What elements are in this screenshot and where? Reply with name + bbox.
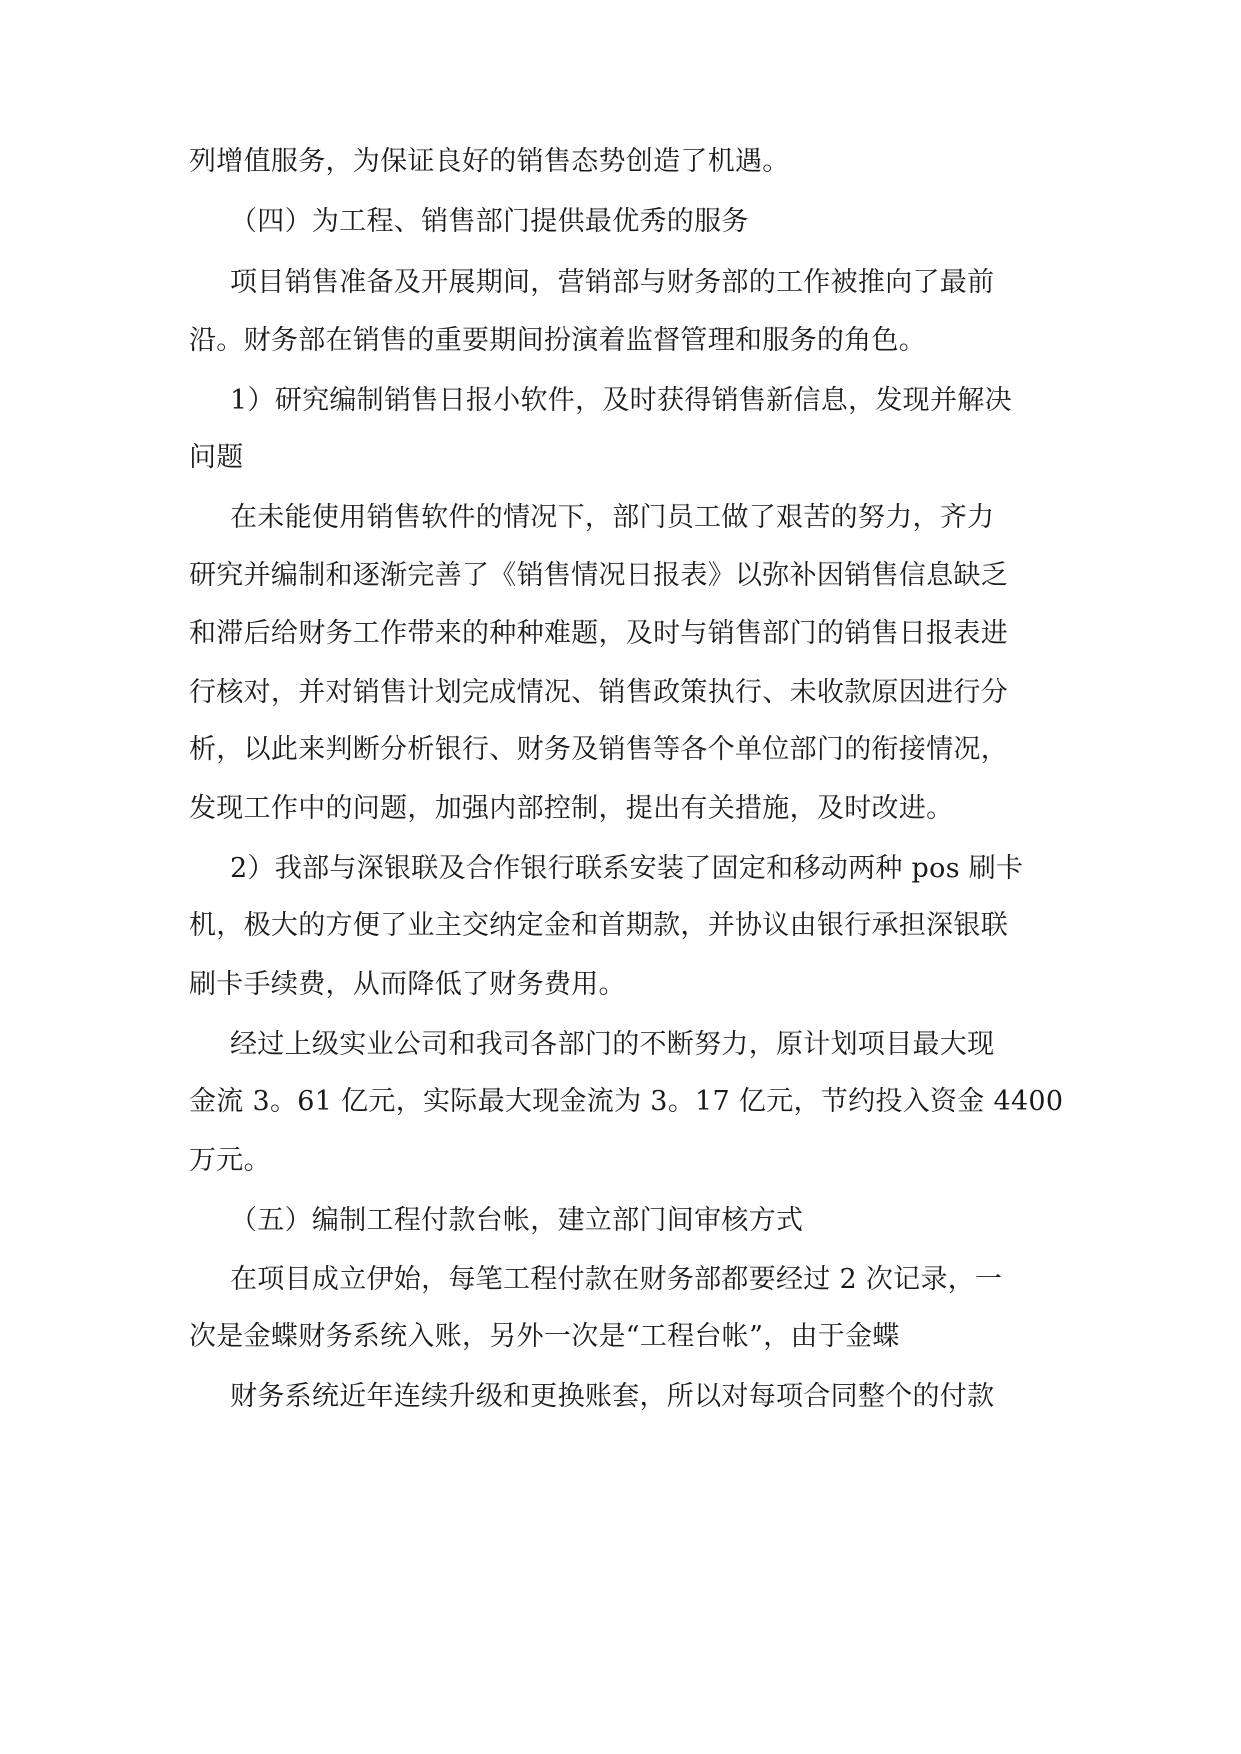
paragraph-line: 在未能使用销售软件的情况下，部门员工做了艰苦的努力，齐力 (230, 502, 995, 533)
paragraph-line: 研究并编制和逐渐完善了《销售情况日报表》以弥补因销售信息缺乏 (189, 560, 1008, 591)
paragraph-line: 金流 3。61 亿元，实际最大现金流为 3。17 亿元，节约投入资金 4400 (189, 1086, 1064, 1117)
paragraph-line: 在项目成立伊始，每笔工程付款在财务部都要经过 2 次记录，一 (230, 1264, 1003, 1295)
paragraph-line: 机，极大的方便了业主交纳定金和首期款，并协议由银行承担深银联 (189, 910, 1008, 941)
paragraph-line: 万元。 (189, 1145, 271, 1176)
paragraph-line: 发现工作中的问题，加强内部控制，提出有关措施，及时改进。 (189, 793, 954, 824)
subsection-heading: 1）研究编制销售日报小软件，及时获得销售新信息，发现并解决 (230, 385, 1012, 416)
paragraph-line: 刷卡手续费，从而降低了财务费用。 (189, 969, 626, 1000)
paragraph-line: 2）我部与深银联及合作银行联系安装了固定和移动两种 pos 刷卡 (230, 853, 1024, 884)
paragraph-line: 和滞后给财务工作带来的种种难题，及时与销售部门的销售日报表进 (189, 618, 1008, 649)
paragraph-line: 财务系统近年连续升级和更换账套，所以对每项合同整个的付款 (230, 1381, 995, 1412)
section-heading: （五）编制工程付款台帐，建立部门间审核方式 (230, 1205, 804, 1236)
paragraph-line: 行核对，并对销售计划完成情况、销售政策执行、未收款原因进行分 (189, 677, 1008, 708)
paragraph-line: 沿。财务部在销售的重要期间扮演着监督管理和服务的角色。 (189, 325, 927, 356)
section-heading: （四）为工程、销售部门提供最优秀的服务 (230, 206, 749, 237)
paragraph-line: 列增值服务，为保证良好的销售态势创造了机遇。 (189, 146, 790, 177)
paragraph-line: 次是金蝶财务系统入账，另外一次是“工程台帐”，由于金蝶 (189, 1321, 900, 1352)
paragraph-line: 经过上级实业公司和我司各部门的不断努力，原计划项目最大现 (230, 1029, 995, 1060)
paragraph-line: 析，以此来判断分析银行、财务及销售等各个单位部门的衔接情况， (189, 734, 1008, 765)
subsection-heading: 问题 (189, 442, 244, 473)
paragraph-line: 项目销售准备及开展期间，营销部与财务部的工作被推向了最前 (230, 267, 995, 298)
